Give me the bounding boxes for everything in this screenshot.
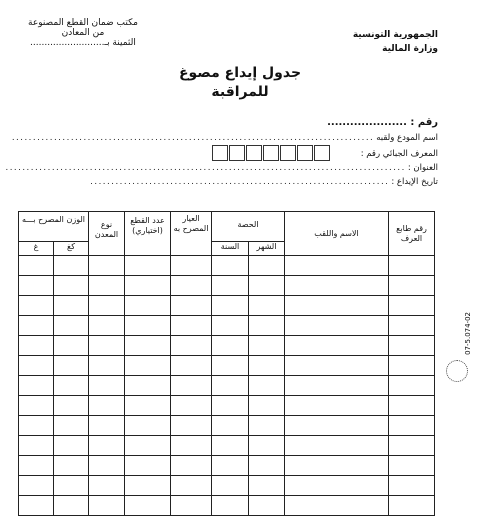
tax-id-box[interactable] (229, 145, 245, 161)
table-cell[interactable] (249, 316, 285, 336)
header-declared-purity: العيار المصرح به (171, 212, 212, 256)
table-cell[interactable] (249, 376, 285, 396)
table-cell[interactable] (171, 376, 212, 396)
table-row (19, 436, 435, 456)
tax-id-box[interactable] (212, 145, 228, 161)
table-cell[interactable] (285, 336, 389, 356)
table-cell[interactable] (212, 416, 249, 436)
table-cell[interactable] (285, 416, 389, 436)
table-cell[interactable] (249, 456, 285, 476)
table-cell[interactable] (389, 356, 435, 376)
table-cell[interactable] (54, 496, 89, 516)
table-cell[interactable] (125, 316, 171, 336)
depositor-dots: ...................................................................................... (11, 134, 374, 142)
date-field[interactable] (89, 177, 438, 187)
table-cell[interactable] (89, 376, 125, 396)
tax-id-box[interactable] (280, 145, 296, 161)
table-cell[interactable] (389, 496, 435, 516)
table-cell[interactable] (54, 436, 89, 456)
table-cell[interactable] (171, 316, 212, 336)
document-subtitle: للمراقبة (211, 84, 269, 100)
table-row (19, 356, 435, 376)
table-row (19, 476, 435, 496)
table-cell[interactable] (212, 336, 249, 356)
table-cell[interactable] (89, 436, 125, 456)
header-piece-count: عدد القطع (اختياري) (125, 212, 171, 256)
table-cell[interactable] (389, 276, 435, 296)
table-body (19, 256, 435, 516)
table-cell[interactable] (171, 476, 212, 496)
table-cell[interactable] (54, 416, 89, 436)
header-name: الاسم واللقب (285, 212, 389, 256)
table-row (19, 496, 435, 516)
table-cell[interactable] (285, 256, 389, 276)
table-cell[interactable] (212, 356, 249, 376)
office-line-1: مكتب ضمان القطع المصنوعة (28, 18, 138, 28)
table-cell[interactable] (54, 356, 89, 376)
table-cell[interactable] (125, 476, 171, 496)
table-cell[interactable] (285, 316, 389, 336)
ministry-name: وزارة المالية (382, 44, 438, 54)
table-cell[interactable] (19, 336, 54, 356)
table-cell[interactable] (249, 336, 285, 356)
table-cell[interactable] (125, 356, 171, 376)
header-stamp-number: رقم طابع العرف (389, 212, 435, 256)
table-cell[interactable] (285, 296, 389, 316)
table-cell[interactable] (89, 256, 125, 276)
table-cell[interactable] (389, 336, 435, 356)
table-cell[interactable] (54, 276, 89, 296)
table-cell[interactable] (212, 476, 249, 496)
header-month: الشهر (249, 242, 285, 256)
header-year: السنة (212, 242, 249, 256)
table-cell[interactable] (19, 416, 54, 436)
table-cell[interactable] (285, 456, 389, 476)
office-line-2: من المعادن (61, 28, 105, 38)
header-declared-weight: الوزن المصرح بـــه (19, 212, 89, 242)
header-share: الحصة (212, 212, 285, 242)
table-row (19, 416, 435, 436)
table-cell[interactable] (389, 476, 435, 496)
table-cell[interactable] (389, 296, 435, 316)
table-cell[interactable] (212, 316, 249, 336)
table-row (19, 376, 435, 396)
depositor-field[interactable] (11, 133, 438, 143)
table-cell[interactable] (19, 276, 54, 296)
table-row (19, 296, 435, 316)
table-cell[interactable] (89, 276, 125, 296)
tax-id-box[interactable] (263, 145, 279, 161)
table-cell[interactable] (89, 336, 125, 356)
table-cell[interactable] (125, 416, 171, 436)
table-cell[interactable] (54, 476, 89, 496)
header-metal-type: نوع المعدن (89, 212, 125, 256)
header-kg: كغ (54, 242, 89, 256)
table-cell[interactable] (89, 456, 125, 476)
table-cell[interactable] (54, 256, 89, 276)
address-field[interactable] (5, 163, 438, 173)
table-cell[interactable] (54, 316, 89, 336)
table-cell[interactable] (19, 376, 54, 396)
table-cell[interactable] (54, 296, 89, 316)
table-row (19, 256, 435, 276)
table-cell[interactable] (19, 496, 54, 516)
table-cell[interactable] (54, 376, 89, 396)
table-row (19, 336, 435, 356)
table-cell[interactable] (285, 396, 389, 416)
table-cell[interactable] (19, 436, 54, 456)
table-cell[interactable] (285, 496, 389, 516)
table-row (19, 316, 435, 336)
office-header (28, 18, 138, 48)
table-cell[interactable] (19, 396, 54, 416)
table-cell[interactable] (125, 276, 171, 296)
table-cell[interactable] (249, 356, 285, 376)
table-row (19, 456, 435, 476)
table-cell[interactable] (389, 456, 435, 476)
table-cell[interactable] (171, 496, 212, 516)
table-cell[interactable] (249, 396, 285, 416)
table-cell[interactable] (125, 436, 171, 456)
tax-id-box[interactable] (297, 145, 313, 161)
table-cell[interactable] (212, 396, 249, 416)
address-label: العنوان : (407, 163, 438, 173)
table-cell[interactable] (125, 256, 171, 276)
table-cell[interactable] (285, 356, 389, 376)
table-cell[interactable] (125, 336, 171, 356)
table-cell[interactable] (125, 376, 171, 396)
table-cell[interactable] (389, 376, 435, 396)
table-cell[interactable] (89, 496, 125, 516)
number-field[interactable]: رقم : ..................... (327, 117, 438, 128)
table-cell[interactable] (171, 436, 212, 456)
tax-id-box[interactable] (246, 145, 262, 161)
stamp-seal-icon (446, 360, 468, 382)
table-cell[interactable] (54, 336, 89, 356)
table-cell[interactable] (389, 316, 435, 336)
table-cell[interactable] (249, 496, 285, 516)
table-cell[interactable] (212, 436, 249, 456)
tax-id-box[interactable] (314, 145, 330, 161)
table-cell[interactable] (171, 456, 212, 476)
table-cell[interactable] (389, 436, 435, 456)
form-code: 07-5.074-02 (464, 312, 472, 355)
deposit-table (18, 211, 435, 516)
table-cell[interactable] (19, 316, 54, 336)
table-cell[interactable] (89, 416, 125, 436)
table-cell[interactable] (171, 256, 212, 276)
table-cell[interactable] (125, 296, 171, 316)
header-g: غ (19, 242, 54, 256)
table-cell[interactable] (285, 436, 389, 456)
address-dots: ............................................................................................... (4, 164, 406, 172)
table-cell[interactable] (212, 456, 249, 476)
table-cell[interactable] (212, 256, 249, 276)
tax-id-boxes[interactable] (212, 145, 331, 161)
document-title: جدول إيداع مصوغ (178, 65, 302, 81)
table-cell[interactable] (171, 416, 212, 436)
table-cell[interactable] (19, 456, 54, 476)
table-cell[interactable] (389, 396, 435, 416)
depositor-label: اسم المودع ولقبه (376, 133, 438, 143)
table-cell[interactable] (171, 276, 212, 296)
office-line-3: الثمينة بـ.......................... (30, 38, 136, 48)
table-cell[interactable] (125, 496, 171, 516)
table-cell[interactable] (125, 456, 171, 476)
table-cell[interactable] (171, 396, 212, 416)
table-cell[interactable] (89, 316, 125, 336)
table-cell[interactable] (249, 436, 285, 456)
table-cell[interactable] (19, 356, 54, 376)
table-cell[interactable] (171, 356, 212, 376)
ministry-header (353, 28, 438, 56)
table-cell[interactable] (389, 416, 435, 436)
table-cell[interactable] (171, 336, 212, 356)
table-row (19, 276, 435, 296)
table-cell[interactable] (89, 476, 125, 496)
table-cell[interactable] (125, 396, 171, 416)
table-cell[interactable] (212, 296, 249, 316)
table-cell[interactable] (389, 256, 435, 276)
table-cell[interactable] (89, 356, 125, 376)
tax-id-label: المعرف الجبائي رقم : (360, 149, 438, 159)
table-cell[interactable] (54, 456, 89, 476)
table-cell[interactable] (285, 276, 389, 296)
table-cell[interactable] (212, 496, 249, 516)
table-cell[interactable] (249, 416, 285, 436)
table-cell[interactable] (19, 476, 54, 496)
table-cell[interactable] (89, 296, 125, 316)
table-cell[interactable] (212, 376, 249, 396)
table-row (19, 396, 435, 416)
table-cell[interactable] (285, 376, 389, 396)
table-cell[interactable] (54, 396, 89, 416)
table-cell[interactable] (249, 476, 285, 496)
table-cell[interactable] (249, 296, 285, 316)
date-dots: ....................................................................... (89, 178, 389, 186)
republic-name: الجمهورية التونسية (352, 30, 438, 40)
table-cell[interactable] (89, 396, 125, 416)
table-cell[interactable] (249, 276, 285, 296)
table-cell[interactable] (171, 296, 212, 316)
table-cell[interactable] (19, 296, 54, 316)
table-cell[interactable] (19, 256, 54, 276)
table-cell[interactable] (212, 276, 249, 296)
table-cell[interactable] (285, 476, 389, 496)
date-label: تاريخ الإيداع : (391, 177, 438, 187)
table-cell[interactable] (249, 256, 285, 276)
